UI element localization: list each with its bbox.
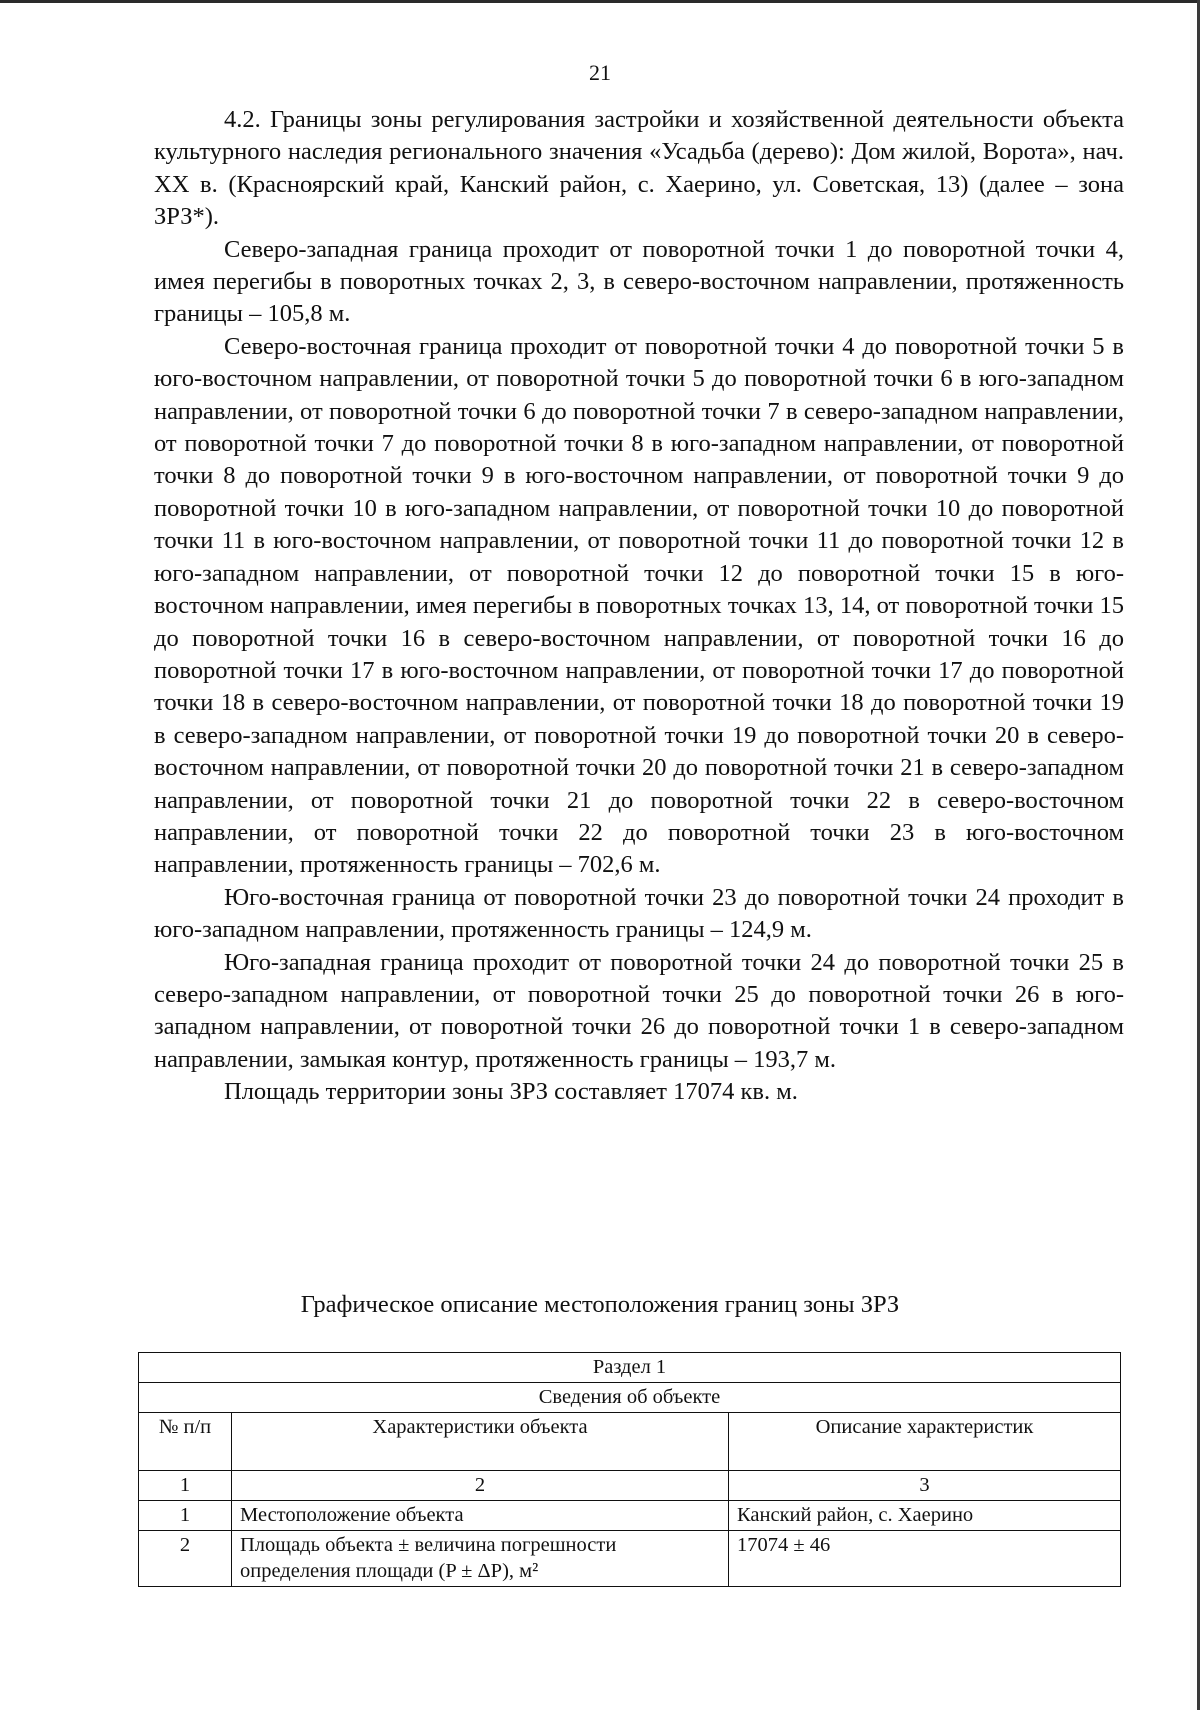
table-section-row: [139, 1353, 1121, 1383]
row-description: Канский район, с. Хаерино: [729, 1501, 1121, 1531]
row-description: 17074 ± 46: [729, 1531, 1121, 1587]
paragraph-northwest-border: Северо-западная граница проходит от поворотной точки 1 до поворотной точки 4, имея перегибы в поворотных точках 2, 3, в северо-восточном направлении, протяженность границы – 105,8 м.: [154, 235, 1124, 328]
paragraph-northeast-border: Северо-восточная граница проходит от поворотной точки 4 до поворотной точки 5 в юго-восточном направлении, от поворотной точки 5 до поворотной точки 6 в юго-западном направлении, от поворотной точки 6 до поворотной точки 7 в северо-западном направлении, от поворотной точки 7 до поворотной точки 8 в юго-западном направлении, от поворотной точки 8 до поворотной точки 9 в юго-восточном направлении, от поворотной точки 9 до поворотной точки 10 в юго-западном направлении, от поворотной точки 10 до поворотной точки 11 в юго-восточном направлении, от поворотной точки 11 до поворотной точки 12 в юго-западном направлении, от поворотной точки 12 до поворотной точки 15 в юго-восточном направлении, имея перегибы в поворотных точках 13, 14, от поворотной точки 15 до поворотной точки 16 в северо-восточном направлении, от поворотной точки 16 до поворотной точки 17 в юго-восточном направлении, от поворотной точки 17 до поворотной точки 18 в северо-восточном направлении, от поворотной точки 18 до поворотной точки 19 в северо-западном направлении, от поворотной точки 19 до поворотной точки 20 в северо-восточном направлении, от поворотной точки 20 до поворотной точки 21 в северо-западном направлении, от поворотной точки 21 до поворотной точки 22 в северо-восточном направлении, от поворотной точки 22 до поворотной точки 23 в юго-восточном направлении, протяженность границы – 702,6 м.: [154, 332, 1124, 879]
table-subtitle: Сведения об объекте: [139, 1383, 1121, 1413]
column-number: 3: [729, 1471, 1121, 1501]
table-row: [139, 1531, 1121, 1587]
column-number: 2: [232, 1471, 729, 1501]
header-characteristic: Характеристики объекта: [232, 1413, 729, 1471]
column-number: 1: [139, 1471, 232, 1501]
page-number: 21: [589, 60, 611, 85]
table-caption: Графическое описание местоположения границ зоны ЗРЗ: [300, 1291, 900, 1318]
paragraph-zone-definition: 4.2. Границы зоны регулирования застройки и хозяйственной деятельности объекта культурного наследия регионального значения «Усадьба (дерево): Дом жилой, Ворота», нач. XX в. (Красноярский край, Канский район, с. Хаерино, ул. Советская, 13) (далее – зона ЗРЗ*).: [154, 106, 1124, 231]
table-header-row: [139, 1413, 1121, 1471]
paragraph-southwest-border: Юго-западная граница проходит от поворотной точки 24 до поворотной точки 25 в северо-западном направлении, от поворотной точки 25 до поворотной точки 26 в юго-западном направлении, от поворотной точки 26 до поворотной точки 1 в северо-западном направлении, замыкая контур, протяженность границы – 193,7 м.: [154, 948, 1124, 1073]
table-row: [139, 1501, 1121, 1531]
table-section-title: Раздел 1: [139, 1353, 1121, 1383]
header-num: № п/п: [139, 1413, 232, 1471]
scan-border-top: [0, 0, 1200, 3]
paragraph-southeast-border: Юго-восточная граница от поворотной точки 23 до поворотной точки 24 проходит в юго-западном направлении, протяженность границы – 124,9 м.: [154, 883, 1124, 944]
row-characteristic: Площадь объекта ± величина погрешности определения площади (P ± ΔP), м²: [232, 1531, 729, 1587]
table-column-numbers-row: [139, 1471, 1121, 1501]
paragraph-zone-area: Площадь территории зоны ЗРЗ составляет 17074 кв. м.: [224, 1078, 798, 1106]
header-description: Описание характеристик: [729, 1413, 1121, 1471]
table-subtitle-row: [139, 1383, 1121, 1413]
body-text: [154, 104, 1124, 1109]
row-num: 2: [139, 1531, 232, 1587]
row-characteristic: Местоположение объекта: [232, 1501, 729, 1531]
row-num: 1: [139, 1501, 232, 1531]
object-info-table: [138, 1352, 1121, 1587]
